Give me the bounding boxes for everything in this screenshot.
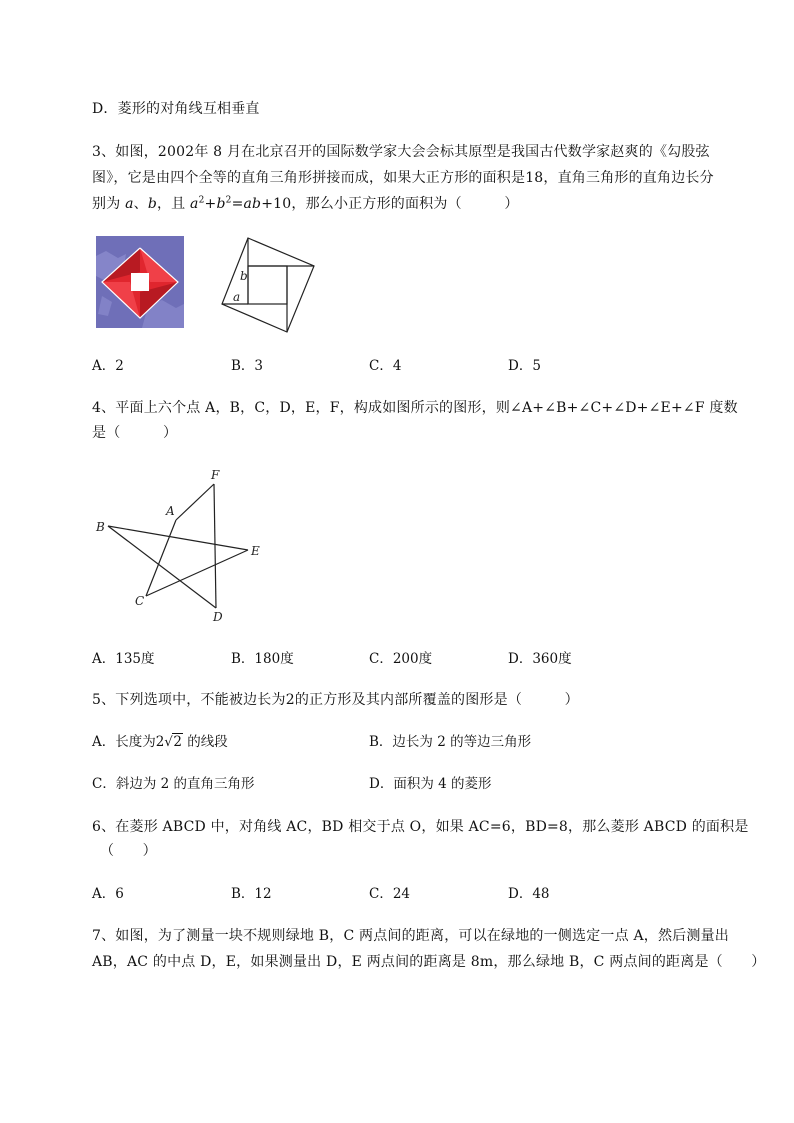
q6-option-d: D．48 <box>508 886 550 902</box>
q6-line1: 6、在菱形 ABCD 中，对角线 AC，BD 相交于点 O，如果 AC=6，BD=8，那么菱形 ABCD 的面积是 <box>92 819 749 835</box>
q6-line2: （ ） <box>100 843 157 859</box>
point-label-c: C <box>135 594 145 608</box>
q6-option-a: A．6 <box>92 886 124 902</box>
q4-option-c: C．200度 <box>369 651 433 667</box>
q6-option-b: B．12 <box>231 886 272 902</box>
q5-line1: 5、下列选项中，不能被边长为2的正方形及其内部所覆盖的图形是（ ） <box>92 692 579 708</box>
zhao-shuang-diagram <box>214 234 320 336</box>
q3-line3: 别为 a、b，且 $a^2+b^2=ab+10$，那么小正方形的面积为（ ） <box>92 195 519 212</box>
q4-option-b: B．180度 <box>231 651 294 667</box>
q5-option-b: B．边长为 2 的等边三角形 <box>369 734 532 750</box>
congress-logo-image <box>96 236 184 328</box>
fig-label-a: a <box>233 290 241 304</box>
prev-option-d: D．菱形的对角线互相垂直 <box>92 101 260 117</box>
q5-option-c: C．斜边为 2 的直角三角形 <box>92 776 255 792</box>
q6-option-c: C．24 <box>369 886 411 902</box>
point-label-f: F <box>211 468 220 482</box>
point-label-b: B <box>96 520 105 534</box>
q4-option-d: D．360度 <box>508 651 572 667</box>
q4-option-a: A．135度 <box>92 651 155 667</box>
fig-label-b: b <box>240 269 248 283</box>
q3-option-a: A．2 <box>92 358 124 374</box>
q4-line2: 是（ ） <box>92 425 178 441</box>
q5-option-a: A．长度为2 √ 2 的线段 <box>92 734 228 750</box>
q3-option-d: D．5 <box>508 358 541 374</box>
q3-line2: 图》，它是由四个全等的直角三角形拼接而成，如果大正方形的面积是18，直角三角形的直角边长分 <box>92 170 714 186</box>
point-label-e: E <box>251 544 260 558</box>
q5-option-d: D．面积为 4 的菱形 <box>369 776 492 792</box>
q3-option-b: B．3 <box>231 358 264 374</box>
q7-line2: AB，AC 的中点 D，E，如果测量出 D，E 两点间的距离是 8m，那么绿地 B，C 两点间的距离是（ ） <box>92 954 766 970</box>
q3-line1: 3、如图，2002年 8 月在北京召开的国际数学家大会会标其原型是我国古代数学家赵爽的《勾股弦 <box>92 144 710 160</box>
point-label-a: A <box>166 504 175 518</box>
q7-line1: 7、如图，为了测量一块不规则绿地 B，C 两点间的距离，可以在绿地的一侧选定一点 A，然后测量出 <box>92 928 729 944</box>
six-point-figure <box>90 462 270 630</box>
point-label-d: D <box>213 610 223 624</box>
q4-line1: 4、平面上六个点 A，B，C，D，E，F，构成如图所示的图形，则∠A+∠B+∠C+∠D+∠E+∠F 度数 <box>92 400 738 416</box>
q3-option-c: C．4 <box>369 358 402 374</box>
